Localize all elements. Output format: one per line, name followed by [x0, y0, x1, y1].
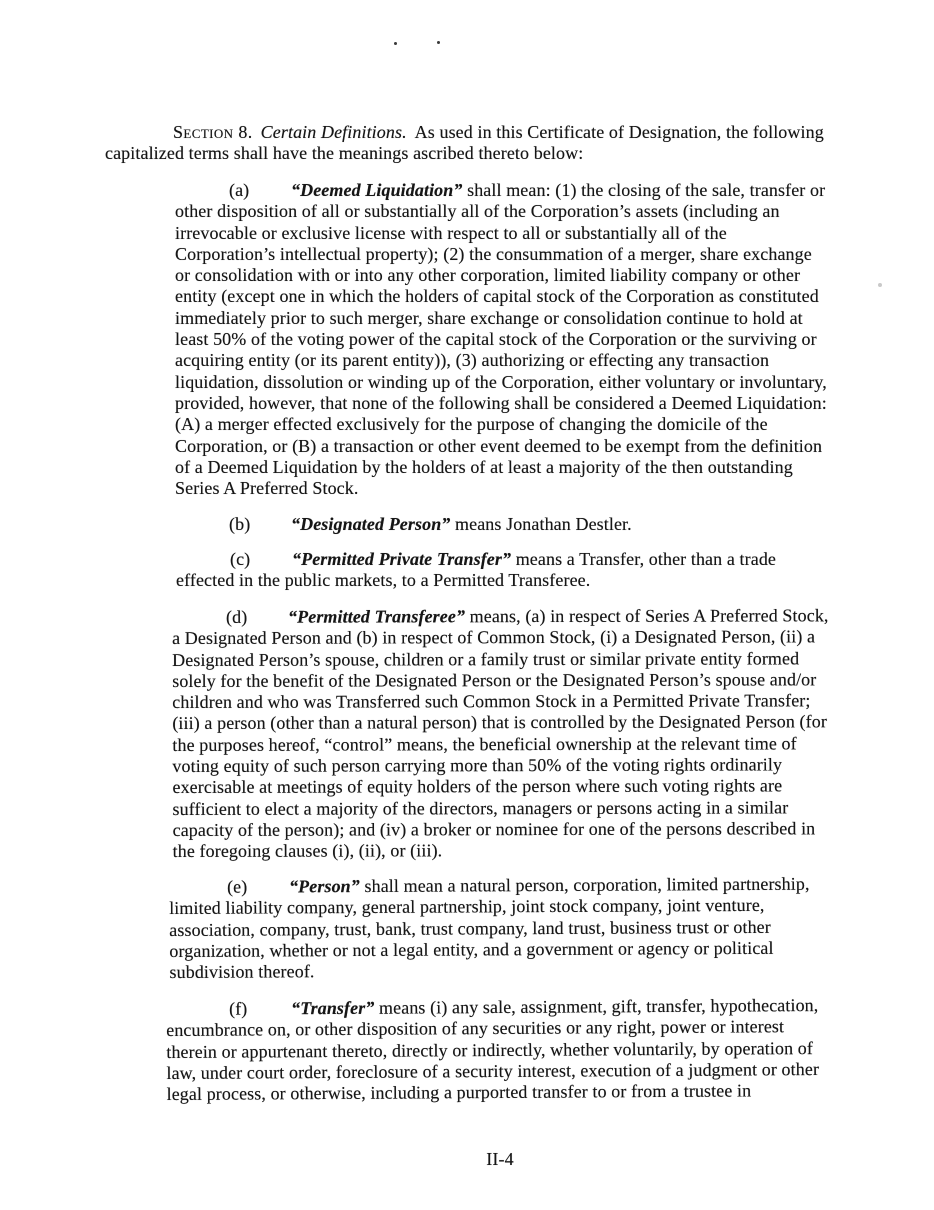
definition-text: means, (a) in respect of Series A Preferred Stock, [464, 605, 829, 627]
paragraph-line: liquidation, dissolution or winding up of the Corporation, either voluntary or involuntary, [175, 371, 827, 392]
defined-term: “Person” [288, 876, 360, 897]
definition-label: (e) [226, 876, 248, 897]
intro-text: As used in this Certificate of Designation, the following [414, 122, 824, 142]
defined-term: “Designated Person” [291, 514, 451, 534]
paragraph-line: the purposes hereof, “control” means, the beneficial ownership at the relevant time of [172, 733, 797, 755]
paragraph-line: effected in the public markets, to a Permitted Transferee. [176, 570, 591, 591]
section-8-intro-paragraph [105, 122, 824, 165]
defined-term: “Permitted Private Transfer” [292, 549, 512, 569]
paragraph-first-line [175, 180, 827, 201]
paragraph-line: other disposition of all or substantially all of the Corporation’s assets (including an [175, 201, 780, 222]
paragraph-line: capitalized terms shall have the meanings ascribed thereto below: [105, 143, 584, 164]
definition-label: (c) [230, 549, 251, 569]
definition-label: (d) [225, 606, 248, 627]
paragraph-line: Corporation’s intellectual property); (2) the consummation of a merger, share exchange [175, 243, 812, 264]
scan-speck [394, 42, 397, 45]
paragraph-first-line [172, 605, 829, 628]
paragraph-line: Series A Preferred Stock. [175, 478, 359, 499]
paragraph-line: capacity of the person); and (iv) a broker or nominee for one of the persons described in [172, 818, 816, 840]
definition-paragraph-f [166, 995, 819, 1105]
defined-term: “Deemed Liquidation” [291, 180, 463, 200]
section-number: Section 8. [173, 122, 253, 142]
paragraph-first-line [176, 549, 776, 570]
paragraph-line: provided, however, that none of the following shall be considered a Deemed Liquidation: [175, 392, 827, 413]
paragraph-line: subdivision thereof. [169, 961, 315, 983]
paragraph-line: immediately prior to such merger, share exchange or consolidation continue to hold at [175, 307, 803, 328]
definition-paragraph-a [175, 180, 827, 499]
definition-paragraph-c [176, 549, 776, 592]
paragraph-line: (A) a merger effected exclusively for the purpose of changing the domicile of the [175, 414, 768, 435]
paragraph-first-line [105, 122, 824, 143]
paragraph-line: therein or appurtenant thereto, directly or indirectly, whether voluntarily, by operation of [166, 1037, 814, 1062]
paragraph-line: a Designated Person and (b) in respect of Common Stock, (i) a Designated Person, (ii) a [172, 626, 816, 649]
paragraph-line: exercisable at meetings of equity holders of the person where such voting rights are [172, 775, 783, 798]
paragraph-line: of a Deemed Liquidation by the holders of at least a majority of the then outstanding [175, 456, 793, 477]
definition-label: (b) [229, 514, 251, 534]
paragraph-line: the foregoing clauses (i), (ii), or (iii). [172, 840, 443, 862]
paragraph-line: sufficient to elect a majority of the directors, managers or persons acting in a similar [172, 797, 789, 819]
paragraph-line: Corporation, or (B) a transaction or other event deemed to be exempt from the definition [175, 435, 823, 456]
paragraph-line: children and who was Transferred such Common Stock in a Permitted Private Transfer; [172, 690, 811, 713]
paragraph-line: acquiring entity (or its parent entity)), (3) authorizing or effecting any transaction [175, 350, 770, 371]
paragraph-line: least 50% of the voting power of the capital stock of the Corporation or the surviving or [175, 329, 817, 350]
paragraph-line: association, company, trust, bank, trust company, land trust, business trust or other [169, 916, 771, 940]
defined-term: “Permitted Transferee” [287, 606, 466, 627]
definition-text: means (i) any sale, assignment, gift, transfer, hypothecation, [374, 995, 819, 1018]
paragraph-first-line [175, 514, 632, 535]
definition-paragraph-b [175, 514, 632, 535]
definition-paragraph-e [169, 874, 810, 984]
definition-text: shall mean: (1) the closing of the sale, transfer or [462, 180, 826, 200]
paragraph-line: (iii) a person (other than a natural person) that is controlled by the Designated Person (for [172, 711, 827, 734]
paragraph-line: irrevocable or exclusive license with respect to all or substantially all of the [175, 222, 727, 243]
scan-speck [437, 41, 440, 44]
definition-label: (f) [228, 998, 248, 1019]
paragraph-line: legal process, or otherwise, including a purported transfer to or from a trustee in [166, 1080, 752, 1105]
scan-speck [878, 283, 882, 287]
paragraph-line: or consolidation with or into any other corporation, limited liability company or other [175, 265, 801, 286]
paragraph-line: Designated Person’s spouse, children or a family trust or similar private entity formed [172, 647, 800, 670]
paragraph-line: law, under court order, foreclosure of a security interest, execution of a judgment or other [166, 1058, 820, 1083]
definition-text: means Jonathan Destler. [450, 514, 632, 534]
paragraph-line: entity (except one in which the holders of capital stock of the Corporation as constituted [175, 286, 819, 307]
definition-label: (a) [229, 180, 250, 200]
paragraph-line: solely for the benefit of the Designated Person or the Designated Person’s spouse and/or [172, 669, 817, 691]
definition-paragraph-d [172, 605, 829, 862]
definition-text: means a Transfer, other than a trade [511, 549, 777, 569]
page-number: II-4 [486, 1149, 514, 1169]
paragraph-line: organization, whether or not a legal entity, and a government or agency or political [169, 937, 774, 961]
defined-term: “Transfer” [290, 997, 375, 1019]
paragraph-line: limited liability company, general partnership, joint stock company, joint venture, [169, 895, 765, 919]
paragraph-line: encumbrance on, or other disposition of any securities or any right, power or interest [166, 1016, 785, 1041]
section-title: Certain Definitions. [260, 122, 407, 142]
paragraph-line: voting equity of such person carrying more than 50% of the voting rights ordinarily [172, 754, 783, 777]
definition-text: shall mean a natural person, corporation, limited partnership, [359, 873, 810, 897]
